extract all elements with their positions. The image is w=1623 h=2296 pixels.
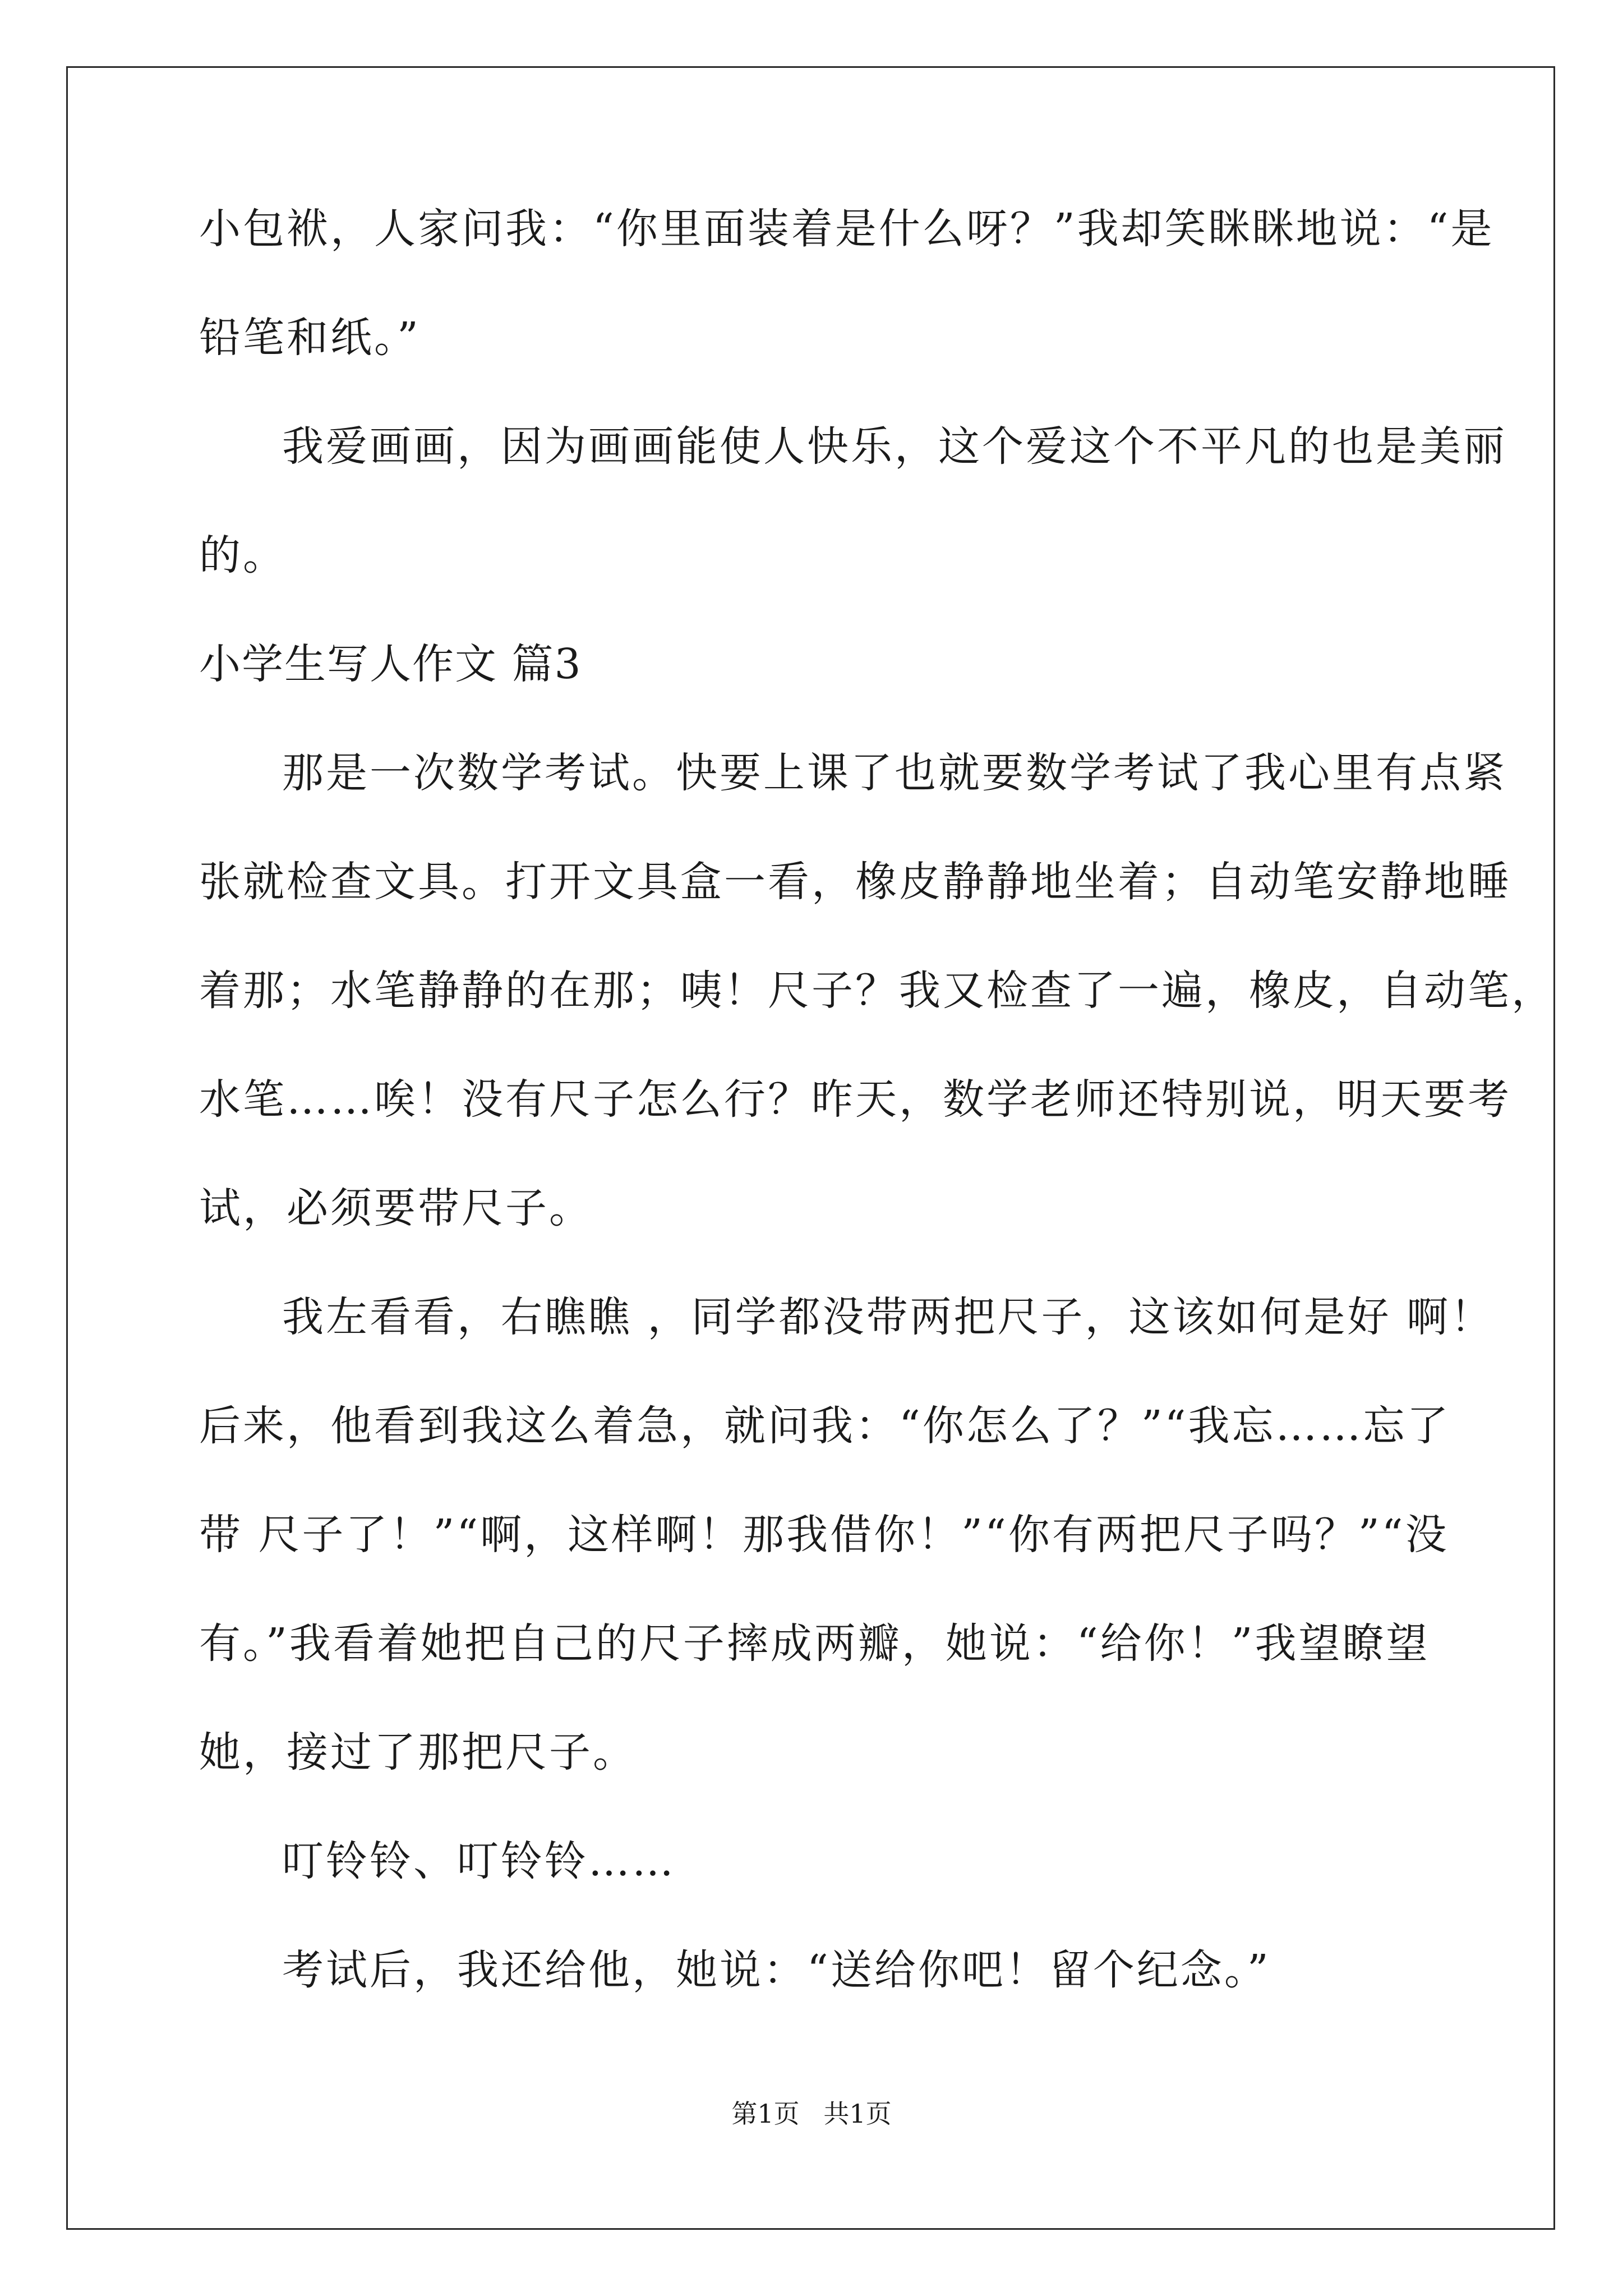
text-line: 后来，他看到我这么着急，就问我：“你怎么了？”“我忘……忘了 — [199, 1402, 1451, 1450]
page-footer — [0, 2098, 1623, 2129]
page-count: 共1页 — [823, 2099, 892, 2129]
text-line: 着那；水笔静静的在那；咦！尺子？我又检查了一遍，橡皮，自动笔， — [199, 967, 1555, 1015]
text-line: 小包袱，人家问我：“你里面装着是什么呀？”我却笑眯眯地说：“是 — [199, 205, 1495, 253]
paragraph-first-line: 叮铃铃、叮铃铃…… — [282, 1837, 676, 1885]
text-line: 张就检查文具。打开文具盒一看，橡皮静静地坐着；自动笔安静地睡 — [199, 858, 1511, 906]
text-line: 水笔……唉！没有尺子怎么行？昨天，数学老师还特别说，明天要考 — [199, 1075, 1511, 1124]
text-line: 试，必须要带尺子。 — [199, 1184, 593, 1232]
section-heading: 小学生写人作文 篇3 — [199, 640, 582, 688]
paragraph-first-line: 那是一次数学考试。快要上课了也就要数学考试了我心里有点紧 — [282, 749, 1507, 797]
page-number: 第1页 — [731, 2099, 800, 2129]
text-line: 的。 — [199, 531, 287, 579]
text-line: 带 尺子了！”“啊，这样啊！那我借你！”“你有两把尺子吗？”“没 — [199, 1511, 1449, 1559]
paragraph-first-line: 考试后，我还给他，她说：“送给你吧！留个纪念。” — [282, 1946, 1271, 1994]
text-line: 铅笔和纸。” — [199, 314, 421, 362]
paragraph-first-line: 我爱画画，因为画画能使人快乐，这个爱这个不平凡的也是美丽 — [282, 422, 1507, 471]
text-line: 她，接过了那把尺子。 — [199, 1728, 637, 1777]
paragraph-first-line: 我左看看，右瞧瞧 ，同学都没带两把尺子，这该如何是好 啊！ — [282, 1293, 1495, 1341]
document-body — [199, 205, 1555, 2055]
text-line: 有。”我看着她把自己的尺子摔成两瓣，她说：“给你！”我望瞭望 — [199, 1619, 1430, 1668]
